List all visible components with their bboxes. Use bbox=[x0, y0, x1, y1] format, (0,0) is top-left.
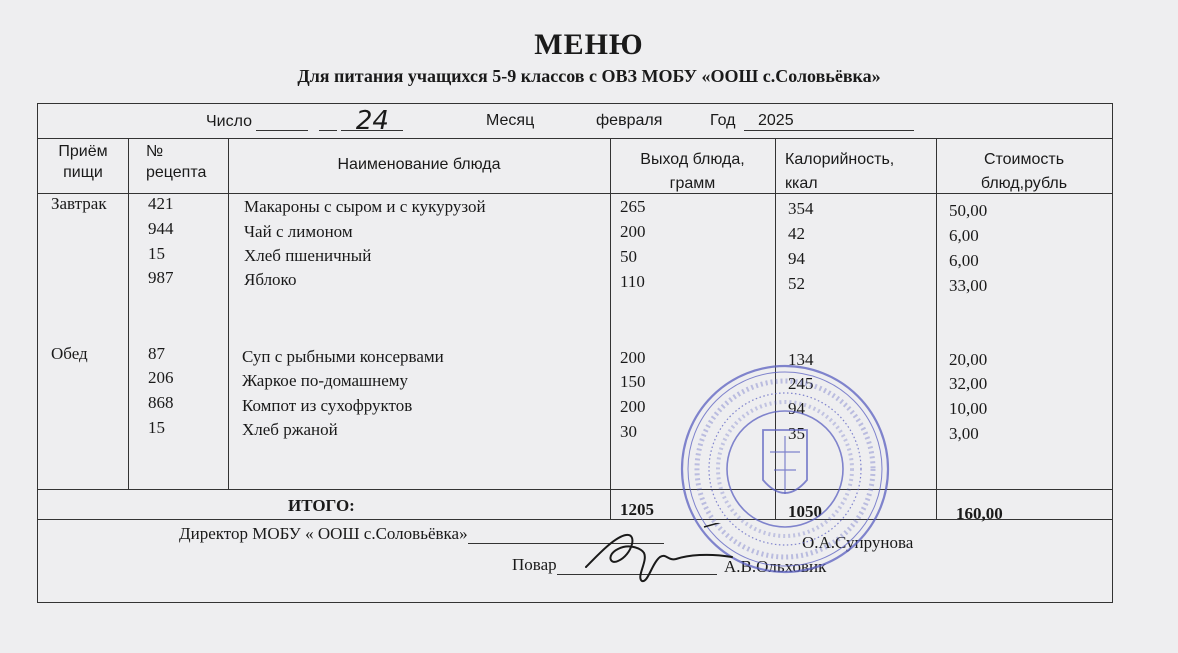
dish-cell: Макароны с сыром и с кукурузой bbox=[244, 197, 486, 216]
recipe-cell: 206 bbox=[148, 368, 174, 387]
year-value: 2025 bbox=[758, 112, 794, 129]
weight-cell: 265 bbox=[620, 197, 646, 216]
weight-cell: 200 bbox=[620, 348, 646, 367]
page-subtitle: Для питания учащихся 5-9 классов с ОВЗ МОБУ «ООШ с.Соловьёвка» bbox=[297, 66, 881, 86]
cook-label: Повар bbox=[512, 555, 717, 575]
director-name: О.А.Супрунова bbox=[802, 533, 914, 552]
recipe-cell: 868 bbox=[148, 393, 174, 412]
weight-cell: 200 bbox=[620, 222, 646, 241]
page-title: МЕНЮ bbox=[534, 28, 644, 61]
col-divider bbox=[228, 138, 229, 489]
calories-cell: 134 bbox=[788, 350, 814, 369]
row-divider bbox=[38, 489, 1112, 490]
cost-cell: 50,00 bbox=[949, 201, 988, 220]
dish-cell: Хлеб пшеничный bbox=[244, 246, 372, 265]
month-label: Месяц bbox=[486, 112, 535, 129]
day-value: 24 bbox=[341, 112, 403, 131]
cost-cell: 3,00 bbox=[949, 424, 979, 443]
calories-cell: 245 bbox=[788, 374, 814, 393]
weight-cell: 200 bbox=[620, 397, 646, 416]
recipe-cell: 15 bbox=[148, 418, 165, 437]
calories-cell: 42 bbox=[788, 224, 805, 243]
menu-table bbox=[37, 103, 1113, 603]
calories-cell: 94 bbox=[788, 249, 805, 268]
calories-cell: 354 bbox=[788, 199, 814, 218]
year-field bbox=[744, 112, 914, 131]
dish-cell: Жаркое по-домашнему bbox=[242, 371, 409, 390]
total-weight: 1205 bbox=[620, 500, 654, 519]
year-label: Год bbox=[710, 112, 736, 129]
total-cost: 160,00 bbox=[956, 504, 1003, 523]
weight-cell: 150 bbox=[620, 372, 646, 391]
weight-cell: 110 bbox=[620, 272, 645, 291]
header-weight: Выход блюда, грамм bbox=[640, 151, 745, 192]
cook-name: А.В.Ольховик bbox=[724, 557, 827, 576]
date-row bbox=[206, 106, 403, 136]
total-calories: 1050 bbox=[788, 502, 822, 521]
month-value: февраля bbox=[596, 112, 663, 129]
recipe-cell: 87 bbox=[148, 344, 165, 363]
director-label: Директор МОБУ « ООШ с.Соловьёвка» bbox=[179, 524, 664, 544]
header-dish: Наименование блюда bbox=[337, 156, 501, 173]
cost-cell: 33,00 bbox=[949, 276, 988, 295]
row-divider bbox=[38, 138, 1112, 139]
calories-cell: 94 bbox=[788, 399, 805, 418]
cook-signature bbox=[584, 523, 734, 585]
recipe-cell: 987 bbox=[148, 268, 174, 287]
header-cost: Стоимость блюд,рубль bbox=[980, 151, 1068, 192]
dish-cell: Яблоко bbox=[244, 270, 297, 289]
header-meal: Приём пищи bbox=[58, 143, 108, 181]
cost-cell: 6,00 bbox=[949, 226, 979, 245]
calories-cell: 52 bbox=[788, 274, 805, 293]
header-calories: Калорийность, ккал bbox=[785, 151, 895, 192]
recipe-cell: 15 bbox=[148, 244, 165, 263]
total-label: ИТОГО: bbox=[288, 496, 355, 515]
col-divider bbox=[128, 138, 129, 489]
cost-cell: 20,00 bbox=[949, 350, 988, 369]
weight-cell: 50 bbox=[620, 247, 637, 266]
meal-name-breakfast: Завтрак bbox=[51, 194, 107, 213]
weight-cell: 30 bbox=[620, 422, 637, 441]
calories-cell: 35 bbox=[788, 424, 805, 443]
meal-name-lunch: Обед bbox=[51, 344, 88, 363]
day-label: Число bbox=[206, 113, 253, 130]
recipe-cell: 421 bbox=[148, 194, 174, 213]
dish-cell: Суп с рыбными консервами bbox=[242, 347, 444, 366]
dish-cell: Компот из сухофруктов bbox=[242, 396, 413, 415]
cost-cell: 6,00 bbox=[949, 251, 979, 270]
header-recipe: № рецепта bbox=[146, 143, 207, 181]
dish-cell: Чай с лимоном bbox=[244, 222, 353, 241]
dish-cell: Хлеб ржаной bbox=[242, 420, 338, 439]
cost-cell: 10,00 bbox=[949, 399, 988, 418]
cost-cell: 32,00 bbox=[949, 374, 988, 393]
row-divider bbox=[38, 519, 1112, 520]
recipe-cell: 944 bbox=[148, 219, 174, 238]
